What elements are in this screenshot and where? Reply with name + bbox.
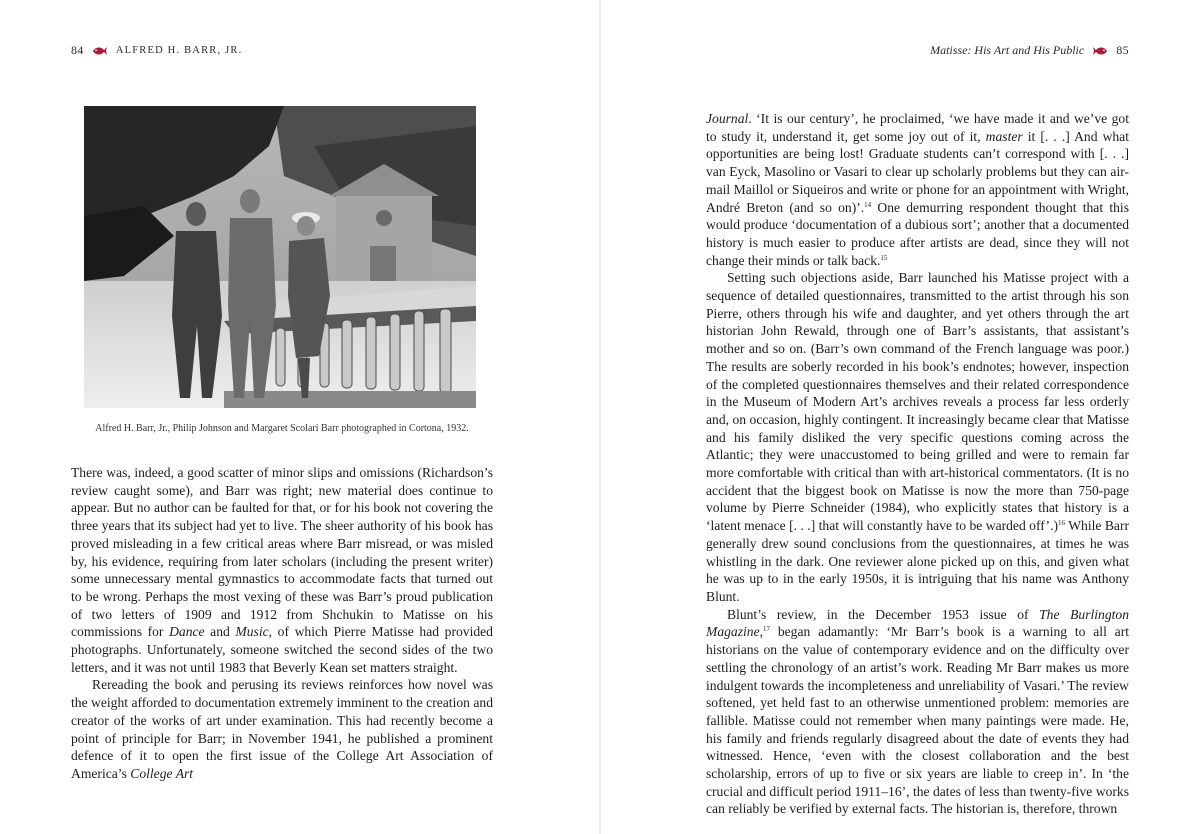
folio-left: 84: [71, 43, 84, 57]
text-run: began adamantly: ‘Mr Barr’s book is a warning to all art historians on the value of contemporary evidence and on the difficulty over settling the chronology of an artist’s work. Reading Mr Barr makes us more indulgent towards the incompleteness and unreliability of Vasari.’ The review softened, yet held fast to an otherwise unmentioned problem: memories are fallible. Matisse could not remember when many paintings were made. He, his family and friends regularly disagreed about the date of events they had witnessed. Hence, ‘even with the closest collaboration and the best scholarship, errors of up to five or six years are liable to creep in’. In ‘the crucial and difficult period 1911–16’, the dates of less than twenty-five works can reliably be verified by external facts. The historian is, therefore, thrown: [706, 624, 1129, 817]
text-run: . ‘It is our century’, he proclaimed, ‘we have made it and we’ve got to study it, understand it, get some joy out of it,: [706, 111, 1129, 144]
footnote-ref[interactable]: 14: [864, 200, 872, 209]
text-run: ,: [759, 624, 764, 640]
italic-title: College Art: [130, 765, 194, 781]
italic-title: Journal: [706, 111, 749, 126]
text-run: , of which Pierre Matisse had provided photographs. Unfortunately, someone switched the second sides of the two letters, and it was not until 1983 that Beverly Kean set matters straight.: [71, 624, 493, 675]
paragraph: [706, 110, 1129, 269]
footnote-ref[interactable]: 16: [1058, 519, 1065, 528]
folio-right: 85: [1116, 43, 1129, 57]
right-body-text: [706, 110, 1129, 818]
footnote-ref[interactable]: 15: [880, 253, 888, 262]
photograph: [84, 106, 476, 408]
running-head-left: [71, 43, 242, 58]
text-run: it [. . .] And what opportunities are being lost! Graduate students can’t correspond with [. . .] van Eyck, Masolino or Vasari to clear up scholarly problems but they can air-mail Maillol or Siqueiros and write or phone for an appointment with Wright, André Breton (and so on)’.: [706, 128, 1129, 215]
paragraph: [706, 269, 1129, 605]
footnote-ref[interactable]: 17: [763, 625, 771, 634]
paragraph: [706, 606, 1129, 818]
running-head-title-left: ALFRED H. BARR, JR.: [115, 45, 243, 56]
right-page: [600, 0, 1200, 834]
text-run: While Barr generally drew sound conclusions from the questionnaires, at times he was whistling in the dark. One reviewer alone picked up on this, and given what he was up to in the early 1950s, it is intriguing that his name was Anthony Blunt.: [706, 518, 1129, 604]
paragraph: [71, 464, 493, 676]
text-run: Blunt’s review, in the December 1953 issue of: [727, 606, 1040, 622]
text-run: Setting such objections aside, Barr launched his Matisse project with a sequence of detailed questionnaires, transmitted to the artist through his son Pierre, others through his wife and daughter, and yet others through the art historian John Rewald, through one of Barr’s assistants, that assistant’s mother and so on. (Barr’s own command of the French language was poor.) The results are soberly recorded in his book’s endnotes; however, inspection of the completed questionnaires themselves and their related correspondence in the Museum of Modern Art’s archives reveals a process far less orderly and, on occasion, highly contingent. It increasingly became clear that Matisse and his family disliked the very specific questions coming across the Atlantic; they were unaccustomed to being grilled and were to remain far more comfortable with critical than with art-historical commentators. (It is no accident that the biggest book on Matisse is now the more than 750-page volume by Pierre Schneider (1984), who explicitly states that history is a ‘latent menace [. . .] that will constantly have to be warded off’.): [706, 270, 1129, 534]
italic-title: Music: [235, 624, 269, 640]
italic-title: The Burlington Magazine: [706, 606, 1129, 640]
fish-ornament-icon: [92, 46, 108, 56]
left-body-text: [71, 464, 493, 783]
photo-caption: Alfred H. Barr, Jr., Philip Johnson and Margaret Scolari Barr photographed in Cortona, 1932.: [95, 423, 469, 434]
text-run: There was, indeed, a good scatter of minor slips and omissions (Richardson’s review caught some), and Barr was right; new material does continue to appear. But no author can be faulted for that, or for his book not covering the three years that its subject had yet to live. The sheer authority of his book has proved misleading in a few critical areas where Barr misread, or was misled by, his evidence, requiring from later scholars (including the present writer) some unnecessary mental gymnastics to accommodate facts that turned out to be wrong. Perhaps the most vexing of these was Barr’s proud publication of two letters of 1909 and 1912 from Shchukin to Matisse on his commissions for: [71, 465, 493, 640]
text-run: One demurring respondent thought that this would produce ‘documentation of a dubious sort’; another that a documented history is much easier to produce after artists are dead, since they will not change their minds or talk back.: [706, 199, 1129, 268]
text-run: and: [204, 624, 236, 640]
running-head-right: [930, 43, 1129, 58]
italic-title: Dance: [169, 624, 205, 640]
fish-ornament-icon: [1092, 46, 1108, 56]
running-head-title-right: Matisse: His Art and His Public: [930, 43, 1085, 57]
paragraph: [71, 676, 493, 782]
text-run: Rereading the book and perusing its reviews reinforces how novel was the weight afforded to documentation extremely imminent to the creation and creator of the works of art under examination. This had recently become a point of principle for Barr; in November 1941, he published a prominent defence of it to open the first issue of the College Art Association of America’s: [71, 677, 493, 781]
italic-word: master: [985, 128, 1023, 144]
